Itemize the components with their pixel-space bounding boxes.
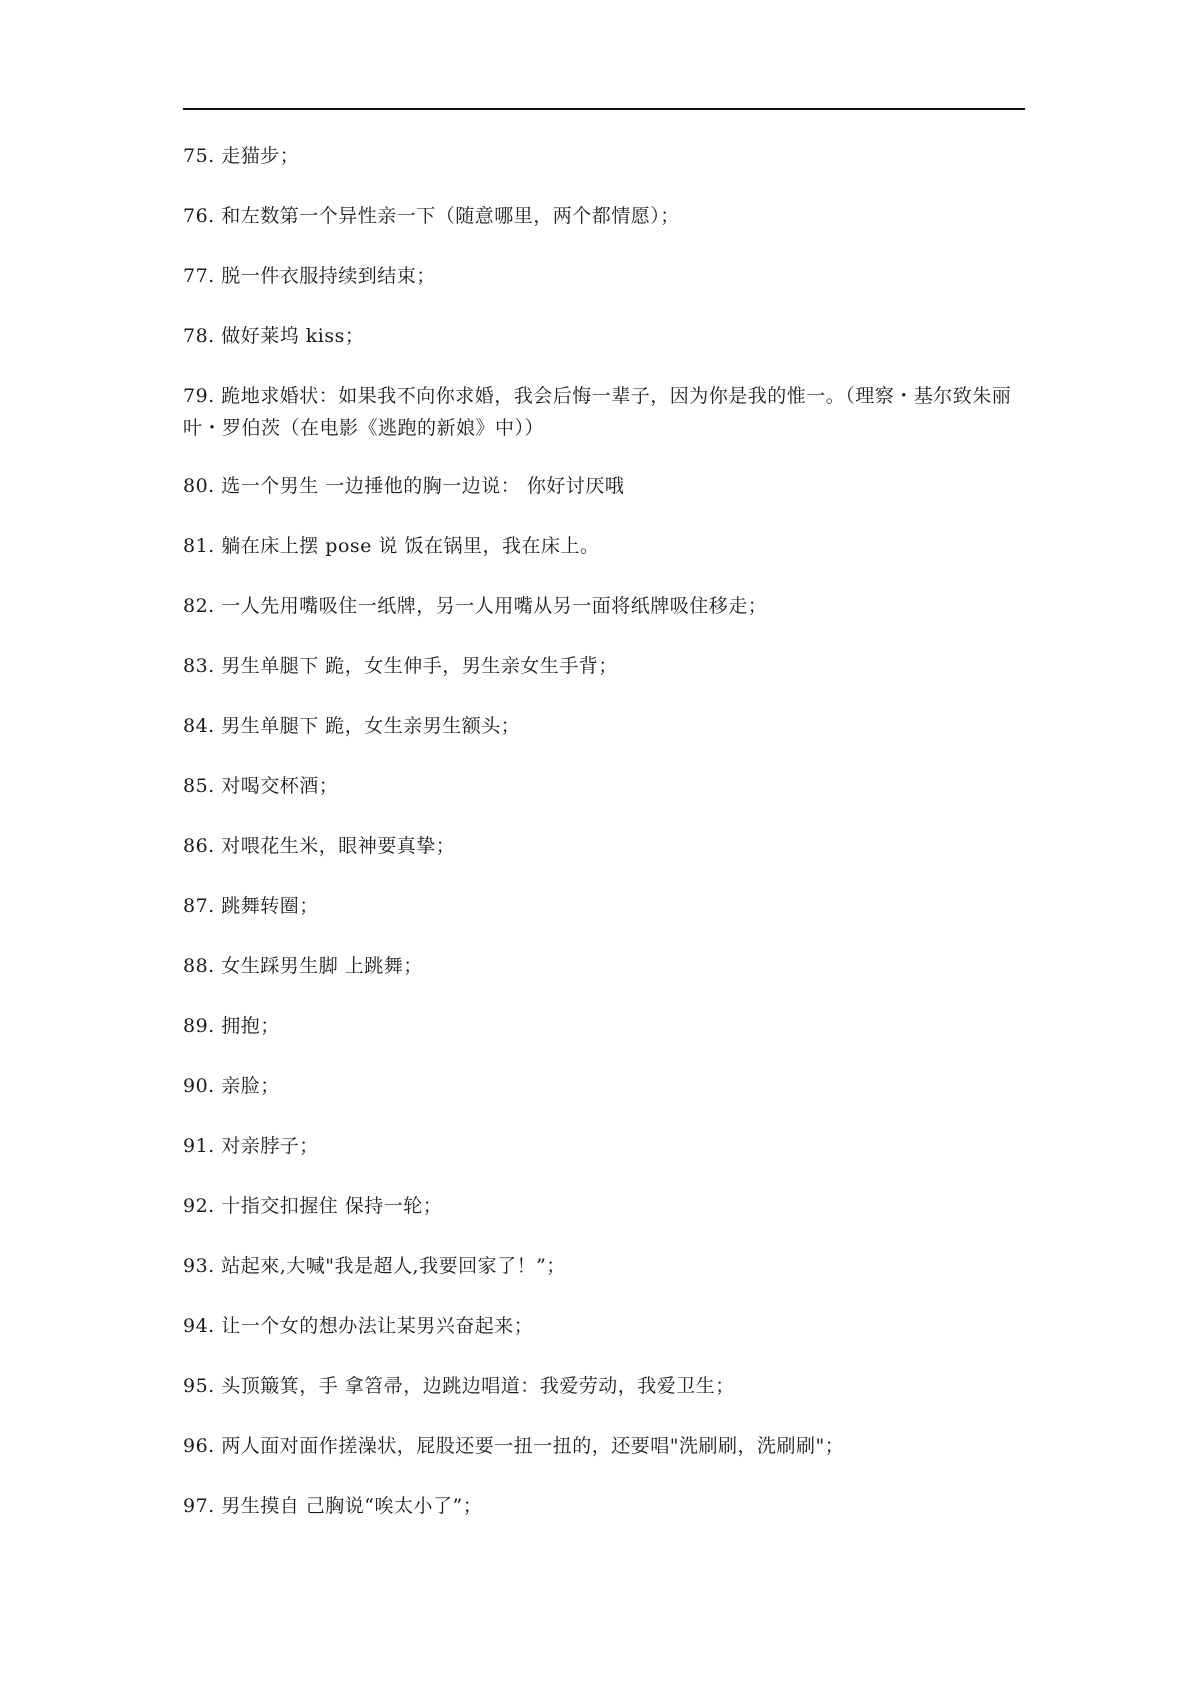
list-item: 87. 跳舞转圈；: [183, 895, 319, 917]
list-item: 88. 女生踩男生脚 上跳舞；: [183, 955, 423, 977]
list-item: 90. 亲脸；: [183, 1075, 280, 1097]
list-item: 96. 两人面对面作搓澡状，屁股还要一扭一扭的，还要唱"洗刷刷，洗刷刷"；: [183, 1435, 845, 1457]
list-item: 77. 脱一件衣服持续到结束；: [183, 265, 436, 287]
list-item: 79. 跪地求婚状：如果我不向你求婚，我会后悔一辈子，因为你是我的惟一。（理察・基尔致朱丽叶・罗伯茨（在电影《逃跑的新娘》中））: [183, 385, 1012, 439]
list-item: 95. 头顶簸箕，手 拿笤帚，边跳边唱道：我爱劳动，我爱卫生；: [183, 1375, 735, 1397]
list-item: 84. 男生单腿下 跪，女生亲男生额头；: [183, 715, 521, 737]
list-item: 78. 做好莱坞 kiss；: [183, 325, 365, 347]
list-item: 83. 男生单腿下 跪，女生伸手，男生亲女生手背；: [183, 655, 618, 677]
list-item: 80. 选一个男生 一边捶他的胸一边说： 你好讨厌哦: [183, 475, 625, 497]
list-item: 76. 和左数第一个异性亲一下（随意哪里，两个都情愿）；: [183, 205, 680, 227]
list-item: 94. 让一个女的想办法让某男兴奋起来；: [183, 1315, 534, 1337]
list-item: 89. 拥抱；: [183, 1015, 280, 1037]
list-item: 81. 躺在床上摆 pose 说 饭在锅里，我在床上。: [183, 535, 600, 557]
list-item: 82. 一人先用嘴吸住一纸牌，另一人用嘴从另一面将纸牌吸住移走；: [183, 595, 768, 617]
list-item: 92. 十指交扣握住 保持一轮；: [183, 1195, 443, 1217]
list-item: 85. 对喝交杯酒；: [183, 775, 339, 797]
list-item: 91. 对亲脖子；: [183, 1135, 319, 1157]
list-item: 97. 男生摸自 己胸说“唉太小了”；: [183, 1495, 483, 1517]
top-divider: [183, 108, 1025, 110]
list-item: 93. 站起來,大喊"我是超人,我要回家了！”；: [183, 1255, 566, 1277]
list-item: 86. 对喂花生米，眼神要真挚；: [183, 835, 456, 857]
list-item: 75. 走猫步；: [183, 145, 300, 167]
